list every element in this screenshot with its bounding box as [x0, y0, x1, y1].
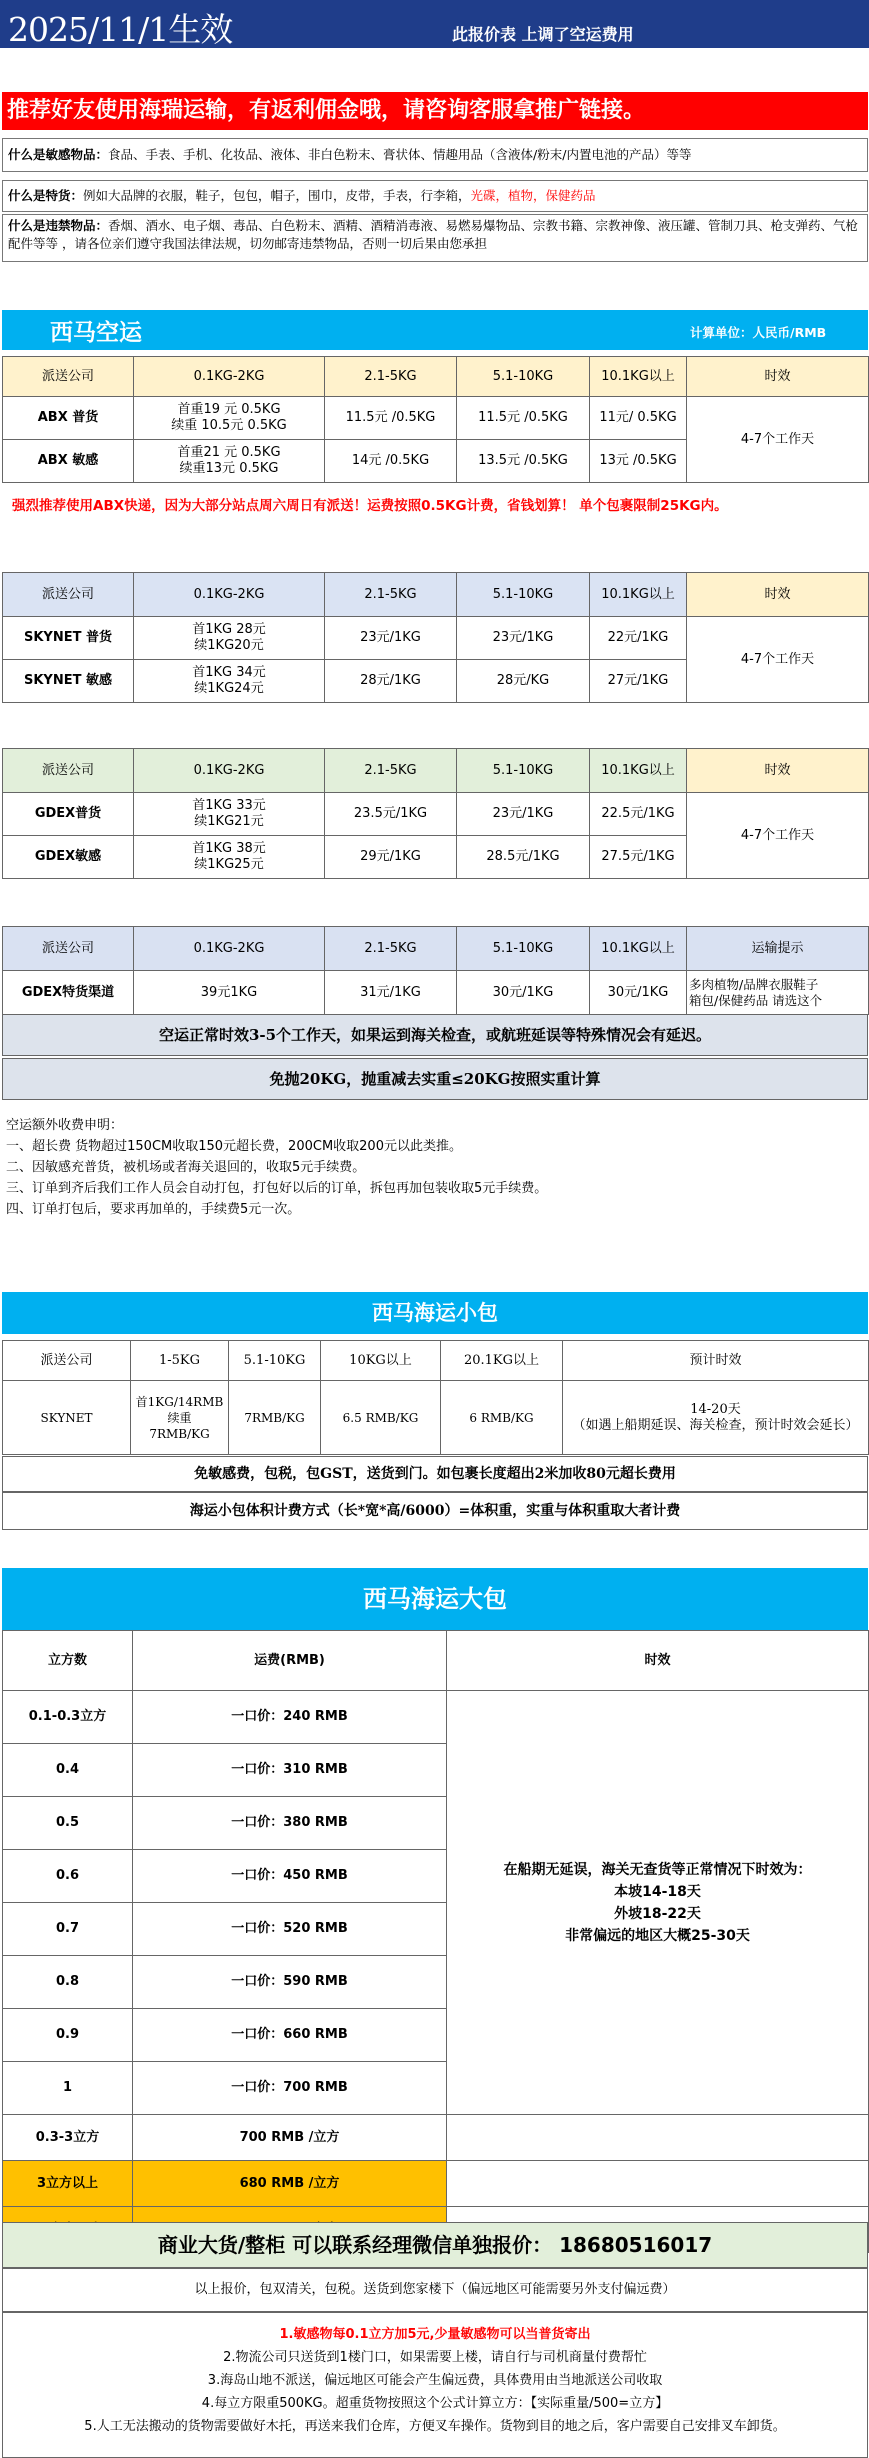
air-time-notice: 空运正常时效3-5个工作天，如果运到海关检查，或航班延误等特殊情况会有延迟。	[2, 1014, 868, 1056]
table-row: GDEX特货渠道 39元1KG 31元/1KG 30元/1KG 30元/1KG 多肉植物/品牌衣服鞋子 箱包/保健药品 请选这个	[3, 971, 869, 1015]
table-row: SKYNET 普货 首1KG 28元 续1KG20元 23元/1KG 23元/1KG 22元/1KG 4-7个工作天	[3, 617, 869, 660]
table-row: SKYNET 首1KG/14RMB 续重 7RMB/KG 7RMB/KG 6.5 RMB/KG 6 RMB/KG 14-20天 （如遇上船期延误、海关检查，预计时效会延长）	[3, 1381, 869, 1455]
table-row: SKYNET 敏感 首1KG 34元 续1KG24元 28元/1KG 28元/KG 27元/1KG	[3, 660, 869, 703]
air-weight-notice: 免抛20KG，抛重减去实重≤20KG按照实重计算	[2, 1058, 868, 1100]
skynet-table: 派送公司 0.1KG-2KG 2.1-5KG 5.1-10KG 10.1KG以上 时效 SKYNET 普货 首1KG 28元 续1KG20元 23元/1KG 23元/1KG 22元/1KG 4-7个工作天 SKYNET 敏感 首1KG 34元 续1KG24元 28元/1KG 28元/KG 27元/1KG	[2, 572, 869, 703]
banned-items-info: 什么是违禁物品：香烟、酒水、电子烟、毒品、白色粉末、酒精、酒精消毒液、易燃易爆物品、宗教书籍、宗教神像、液压罐、管制刀具、枪支弹药、气枪配件等等 ，请各位亲们遵守我国法律法规，切勿邮寄违禁物品，否则一切后果由您承担	[2, 214, 868, 262]
price-included-note: 以上报价，包双清关，包税。送货到您家楼下（偏远地区可能需要另外支付偏远费）	[2, 2268, 868, 2312]
table-row: 3立方以上 680 RMB /立方	[3, 2161, 869, 2207]
air-extra-fees: 空运额外收费申明： 一、超长费 货物超过150CM收取150元超长费，200CM收取200元以此类推。 二、因敏感充普货，被机场或者海关退回的，收取5元手续费。 三、订单到齐后我们工作人员会自动打包，打包好以后的订单，拆包再加包装收取5元手续费。 四、订单打包后，要求再加单的，手续费5元一次。	[6, 1118, 548, 1217]
sea-small-notice-1: 免敏感费，包税，包GST，送货到门。如包裹长度超出2米加收80元超长费用	[2, 1456, 868, 1492]
sea-small-table: 派送公司 1-5KG 5.1-10KG 10KG以上 20.1KG以上 预计时效 SKYNET 首1KG/14RMB 续重 7RMB/KG 7RMB/KG 6.5 RMB/KG 6 RMB/KG 14-20天 （如遇上船期延误、海关检查，预计时效会延长）	[2, 1340, 869, 1455]
table-row: 0.5 一口价：380 RMB	[3, 1797, 869, 1850]
table-row: ABX 普货 首重19 元 0.5KG 续重 10.5元 0.5KG 11.5元 /0.5KG 11.5元 /0.5KG 11元/ 0.5KG 4-7个工作天	[3, 397, 869, 440]
gdex-special-table: 派送公司 0.1KG-2KG 2.1-5KG 5.1-10KG 10.1KG以上 运输提示 GDEX特货渠道 39元1KG 31元/1KG 30元/1KG 30元/1KG 多肉植物/品牌衣服鞋子 箱包/保健药品 请选这个	[2, 926, 869, 1015]
air-title: 西马空运	[50, 320, 142, 346]
top-banner	[0, 0, 869, 48]
table-row: 1 一口价：700 RMB	[3, 2062, 869, 2115]
referral-promo: 推荐好友使用海瑞运输，有返利佣金哦，请咨询客服拿推广链接。	[2, 92, 868, 130]
table-row: 0.3-3立方 700 RMB /立方	[3, 2115, 869, 2161]
table-row: GDEX普货 首1KG 33元 续1KG21元 23.5元/1KG 23元/1KG 22.5元/1KG 4-7个工作天	[3, 793, 869, 836]
sea-big-notes: 1.敏感物每0.1立方加5元,少量敏感物可以当普货寄出 2.物流公司只送货到1楼门口，如果需要上楼，请自行与司机商量付费帮忙 3.海岛山地不派送，偏远地区可能会产生偏远费，具体费用由当地派送公司收取 4.每立方限重500KG。超重货物按照这个公式计算立方：【实际重量/500=立方】 5.人工无法搬动的货物需要做好木托，再送来我们仓库，方便叉车操作。货物到目的地之后，客户需要自己安排叉车卸货。	[2, 2312, 868, 2458]
table-row: ABX 敏感 首重21 元 0.5KG 续重13元 0.5KG 14元 /0.5KG 13.5元 /0.5KG 13元 /0.5KG	[3, 440, 869, 483]
sea-small-title: 西马海运小包	[2, 1292, 868, 1334]
table-row: 0.7 一口价：520 RMB	[3, 1903, 869, 1956]
abx-table: 派送公司 0.1KG-2KG 2.1-5KG 5.1-10KG 10.1KG以上 时效 ABX 普货 首重19 元 0.5KG 续重 10.5元 0.5KG 11.5元 /0.5KG 11.5元 /0.5KG 11元/ 0.5KG 4-7个工作天 ABX 敏感 首重21 元 0.5KG 续重13元 0.5KG 14元 /0.5KG 13.5元 /0.5KG 13元 /0.5KG	[2, 356, 869, 483]
table-row: 0.4 一口价：310 RMB	[3, 1744, 869, 1797]
sensitive-items-info: 什么是敏感物品：食品、手表、手机、化妆品、液体、非白色粉末、膏状体、情趣用品（含液体/粉末/内置电池的产品）等等	[2, 138, 868, 172]
air-section-header	[2, 310, 868, 350]
special-items-info: 什么是特货：例如大品牌的衣服，鞋子，包包，帽子，围巾，皮带，手表，行李箱，光碟，植物，保健药品	[2, 180, 868, 212]
price-note: 此报价表 上调了空运费用	[452, 25, 634, 44]
header-company: 派送公司	[3, 357, 134, 397]
table-row: 0.6 一口价：450 RMB	[3, 1850, 869, 1903]
effective-date: 2025/11/1生效	[8, 10, 233, 49]
gdex-table: 派送公司 0.1KG-2KG 2.1-5KG 5.1-10KG 10.1KG以上 时效 GDEX普货 首1KG 33元 续1KG21元 23.5元/1KG 23元/1KG 22.5元/1KG 4-7个工作天 GDEX敏感 首1KG 38元 续1KG25元 29元/1KG 28.5元/1KG 27.5元/1KG	[2, 748, 869, 879]
sea-big-title: 西马海运大包	[2, 1568, 868, 1630]
table-row: GDEX敏感 首1KG 38元 续1KG25元 29元/1KG 28.5元/1KG 27.5元/1KG	[3, 836, 869, 879]
abx-recommend-note: 强烈推荐使用ABX快递，因为大部分站点周六周日有派送！运费按照0.5KG计费，省钱划算！ 单个包裹限制25KG内。	[12, 498, 728, 514]
sea-big-table: 立方数 运费(RMB) 时效 0.1-0.3立方 一口价：240 RMB 在船期无延误，海关无查货等正常情况下时效为： 本坡14-18天 外坡18-22天 非常偏远的地区大概25-30天 0.4 一口价：310 RMB 0.5 一口价：380 RMB 0.6 一口价：450 RMB 0.7 一口价：520 RMB 0.8 一口价：590 RMB 0.9 一口价：660 RMB 1 一口价：700 RMB 0.3-3立方 700 RMB /立方 3立方以上 680 RMB /立方	[2, 1630, 869, 2253]
table-row: 0.1-0.3立方 一口价：240 RMB 在船期无延误，海关无查货等正常情况下时效为： 本坡14-18天 外坡18-22天 非常偏远的地区大概25-30天	[3, 1691, 869, 1744]
air-unit: 计算单位：人民币/RMB	[690, 325, 827, 340]
business-contact: 商业大货/整柜 可以联系经理微信单独报价： 18680516017	[2, 2222, 868, 2268]
table-row: 0.8 一口价：590 RMB	[3, 1956, 869, 2009]
table-row: 0.9 一口价：660 RMB	[3, 2009, 869, 2062]
sea-small-notice-2: 海运小包体积计费方式（长*宽*高/6000）=体积重，实重与体积重取大者计费	[2, 1492, 868, 1530]
